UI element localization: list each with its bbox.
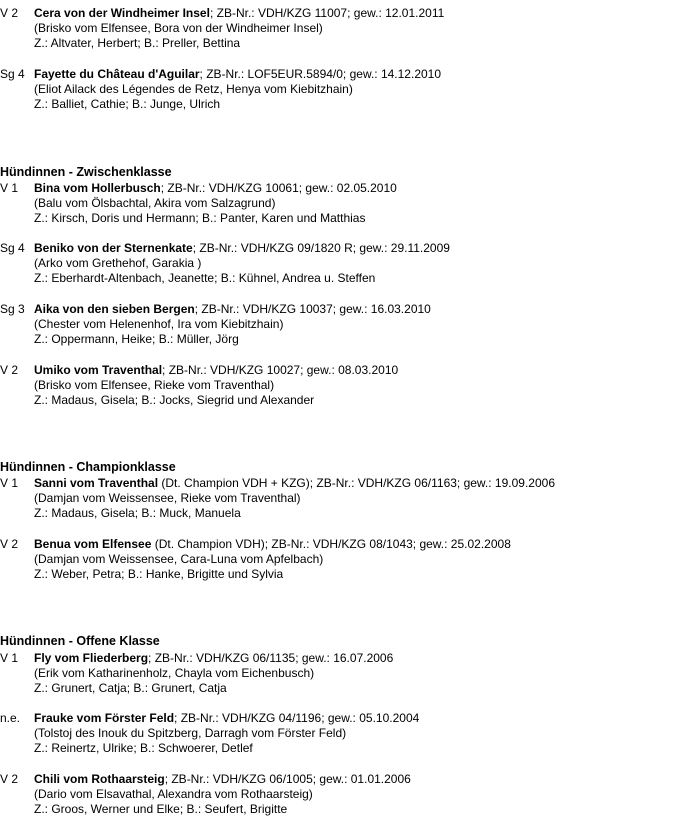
dog-registry-info: ; ZB-Nr.: VDH/KZG 10027; gew.: 08.03.2010 <box>162 363 399 377</box>
grade-label: V 1 <box>0 476 19 490</box>
dog-registry-info: ; ZB-Nr.: VDH/KZG 11007; gew.: 12.01.2011 <box>209 6 445 20</box>
dog-breeder-owner: Z.: Madaus, Gisela; B.: Muck, Manuela <box>34 506 241 520</box>
dog-entry <box>0 241 700 286</box>
dog-registry-info: ; ZB-Nr.: VDH/KZG 10061; gew.: 02.05.2010 <box>160 181 397 195</box>
dog-name: Sanni vom Traventhal <box>34 476 159 490</box>
section-heading: Hündinnen - Offene Klasse <box>0 634 160 648</box>
dog-parents: (Balu vom Ölsbachtal, Akira vom Salzagrund) <box>34 196 276 210</box>
grade-label: V 2 <box>0 363 19 377</box>
dog-name: Cera von der Windheimer Insel <box>34 6 210 20</box>
dog-name: Chili vom Rothaarsteig <box>34 772 165 786</box>
dog-registry-info: ; ZB-Nr.: VDH/KZG 06/1005; gew.: 01.01.2006 <box>164 772 411 786</box>
grade-label: Sg 4 <box>0 241 25 255</box>
dog-breeder-owner: Z.: Madaus, Gisela; B.: Jocks, Siegrid und Alexander <box>34 393 315 407</box>
dog-parents: (Damjan vom Weissensee, Cara-Luna vom Apfelbach) <box>34 552 324 566</box>
dog-entry <box>0 651 700 696</box>
dog-breeder-owner: Z.: Weber, Petra; B.: Hanke, Brigitte und Sylvia <box>34 567 284 581</box>
dog-breeder-owner: Z.: Balliet, Cathie; B.: Junge, Ulrich <box>34 97 221 111</box>
dog-parents: (Eliot Ailack des Légendes de Retz, Henya vom Kiebitzhain) <box>34 82 353 96</box>
dog-breeder-owner: Z.: Oppermann, Heike; B.: Müller, Jörg <box>34 332 239 346</box>
dog-name: Fly vom Fliederberg <box>34 651 149 665</box>
dog-registry-info: (Dt. Champion VDH + KZG); ZB-Nr.: VDH/KZG 06/1163; gew.: 19.09.2006 <box>158 476 555 490</box>
dog-registry-info: (Dt. Champion VDH); ZB-Nr.: VDH/KZG 08/1043; gew.: 25.02.2008 <box>151 537 511 551</box>
dog-parents: (Damjan vom Weissensee, Rieke vom Traventhal) <box>34 491 301 505</box>
dog-entry <box>0 537 700 582</box>
dog-breeder-owner: Z.: Reinertz, Ulrike; B.: Schwoerer, Detlef <box>34 741 253 755</box>
dog-breeder-owner: Z.: Altvater, Herbert; B.: Preller, Bettina <box>34 36 241 50</box>
section-heading: Hündinnen - Zwischenklasse <box>0 165 172 179</box>
dog-parents: (Tolstoj des Inouk du Spitzberg, Darragh vom Förster Feld) <box>34 726 347 740</box>
dog-entry <box>0 6 700 51</box>
dog-name: Umiko vom Traventhal <box>34 363 163 377</box>
dog-parents: (Dario vom Elsavathal, Alexandra vom Rothaarsteig) <box>34 787 313 801</box>
grade-label: V 1 <box>0 181 19 195</box>
dog-name: Benua vom Elfensee <box>34 537 152 551</box>
dog-name: Beniko von der Sternenkate <box>34 241 193 255</box>
dog-registry-info: ; ZB-Nr.: VDH/KZG 09/1820 R; gew.: 29.11.2009 <box>192 241 450 255</box>
dog-name: Frauke vom Förster Feld <box>34 711 175 725</box>
section-heading: Hündinnen - Championklasse <box>0 460 176 474</box>
grade-label: V 2 <box>0 537 19 551</box>
dog-parents: (Brisko vom Elfensee, Rieke vom Traventhal) <box>34 378 275 392</box>
dog-registry-info: ; ZB-Nr.: VDH/KZG 04/1196; gew.: 05.10.2004 <box>174 711 420 725</box>
grade-label: V 2 <box>0 6 19 20</box>
dog-parents: (Arko vom Grethehof, Garakia ) <box>34 256 202 270</box>
dog-entry <box>0 363 700 408</box>
dog-breeder-owner: Z.: Grunert, Catja; B.: Grunert, Catja <box>34 681 227 695</box>
dog-breeder-owner: Z.: Kirsch, Doris und Hermann; B.: Panter, Karen und Matthias <box>34 211 366 225</box>
grade-label: Sg 4 <box>0 67 25 81</box>
dog-breeder-owner: Z.: Eberhardt-Altenbach, Jeanette; B.: Kühnel, Andrea u. Steffen <box>34 271 376 285</box>
grade-label: n.e. <box>0 711 21 725</box>
grade-label: Sg 3 <box>0 302 25 316</box>
dog-name: Fayette du Château d'Aguilar <box>34 67 200 81</box>
dog-entry <box>0 476 700 521</box>
dog-parents: (Brisko vom Elfensee, Bora von der Windheimer Insel) <box>34 21 323 35</box>
dog-parents: (Erik vom Katharinenholz, Chayla vom Eichenbusch) <box>34 666 315 680</box>
dog-registry-info: ; ZB-Nr.: VDH/KZG 10037; gew.: 16.03.2010 <box>194 302 431 316</box>
dog-entry <box>0 67 700 112</box>
grade-label: V 1 <box>0 651 19 665</box>
dog-entry <box>0 711 700 756</box>
dog-name: Bina vom Hollerbusch <box>34 181 161 195</box>
dog-registry-info: ; ZB-Nr.: LOF5EUR.5894/0; gew.: 14.12.2010 <box>199 67 442 81</box>
dog-parents: (Chester vom Helenenhof, Ira vom Kiebitzhain) <box>34 317 284 331</box>
dog-breeder-owner: Z.: Groos, Werner und Elke; B.: Seufert, Brigitte <box>34 802 288 816</box>
dog-entry <box>0 302 700 347</box>
dog-entry <box>0 772 700 817</box>
dog-name: Aika von den sieben Bergen <box>34 302 195 316</box>
dog-registry-info: ; ZB-Nr.: VDH/KZG 06/1135; gew.: 16.07.2006 <box>148 651 394 665</box>
dog-entry <box>0 181 700 226</box>
grade-label: V 2 <box>0 772 19 786</box>
